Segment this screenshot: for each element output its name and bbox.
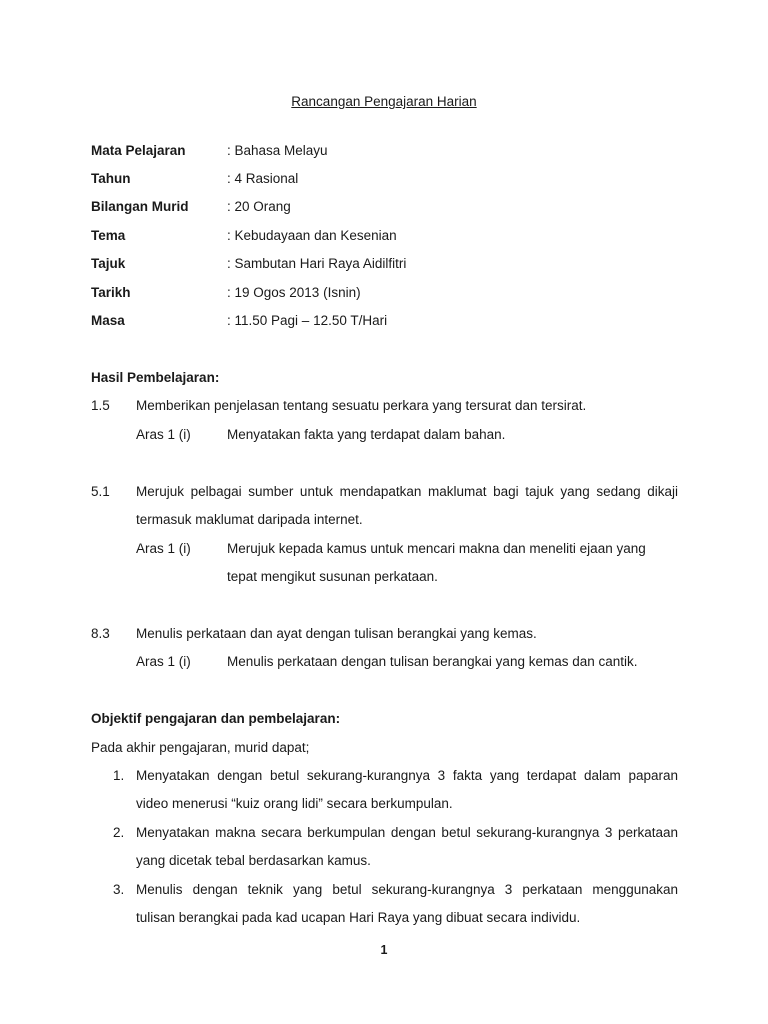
outcome-level-text: Merujuk kepada kamus untuk mencari makna dan meneliti ejaan yang — [227, 541, 646, 556]
outcome-number: 1.5 — [91, 398, 110, 413]
info-label: Tarikh — [91, 285, 131, 300]
info-value: : 19 Ogos 2013 (Isnin) — [227, 285, 361, 300]
info-value: : 11.50 Pagi – 12.50 T/Hari — [227, 313, 388, 328]
objective-number: 3. — [113, 882, 125, 897]
info-row-students — [91, 199, 651, 219]
objective-text: Menyatakan dengan betul sekurang-kurangnya 3 fakta yang terdapat dalam paparan — [136, 768, 678, 783]
outcome-text: Menulis perkataan dan ayat dengan tulisan berangkai yang kemas. — [136, 626, 537, 641]
objective-number: 2. — [113, 825, 125, 840]
page-title: Rancangan Pengajaran Harian — [291, 94, 477, 109]
info-label: Bilangan Murid — [91, 199, 189, 214]
outcome-level-text: tepat mengikut susunan perkataan. — [227, 569, 438, 584]
objectives-heading: Objektif pengajaran dan pembelajaran: — [91, 711, 341, 726]
info-value: : Sambutan Hari Raya Aidilfitri — [227, 256, 407, 271]
outcome-number: 5.1 — [91, 484, 110, 499]
outcome-level-label: Aras 1 (i) — [136, 427, 191, 442]
info-row-theme — [91, 228, 651, 248]
info-row-time — [91, 313, 651, 333]
objective-text: Menulis dengan teknik yang betul sekurang-kurangnya 3 perkataan menggunakan — [136, 882, 678, 897]
objective-text: Menyatakan makna secara berkumpulan dengan betul sekurang-kurangnya 3 perkataan — [136, 825, 678, 840]
info-label: Tajuk — [91, 256, 126, 271]
info-row-subject — [91, 143, 651, 163]
info-label: Tema — [91, 228, 126, 243]
info-value: : 20 Orang — [227, 199, 291, 214]
outcome-text: termasuk maklumat daripada internet. — [136, 512, 363, 527]
objective-text: tulisan berangkai pada kad ucapan Hari Raya yang dibuat secara individu. — [136, 910, 581, 925]
info-row-date — [91, 285, 651, 305]
outcome-level-text: Menulis perkataan dengan tulisan berangkai yang kemas dan cantik. — [227, 654, 638, 669]
outcome-number: 8.3 — [91, 626, 110, 641]
outcome-text: Memberikan penjelasan tentang sesuatu perkara yang tersurat dan tersirat. — [136, 398, 587, 413]
outcome-text: Merujuk pelbagai sumber untuk mendapatkan maklumat bagi tajuk yang sedang dikaji — [136, 484, 678, 499]
page-number: 1 — [380, 943, 388, 957]
info-value: : Bahasa Melayu — [227, 143, 328, 158]
outcome-level-label: Aras 1 (i) — [136, 654, 191, 669]
info-label: Mata Pelajaran — [91, 143, 186, 158]
outcome-level-label: Aras 1 (i) — [136, 541, 191, 556]
outcome-level-text: Menyatakan fakta yang terdapat dalam bahan. — [227, 427, 506, 442]
info-value: : 4 Rasional — [227, 171, 299, 186]
info-label: Tahun — [91, 171, 131, 186]
objective-number: 1. — [113, 768, 125, 783]
info-row-year — [91, 171, 651, 191]
outcomes-heading: Hasil Pembelajaran: — [91, 370, 220, 385]
objectives-intro: Pada akhir pengajaran, murid dapat; — [91, 740, 310, 755]
objective-text: video menerusi “kuiz orang lidi” secara berkumpulan. — [136, 796, 453, 811]
info-value: : Kebudayaan dan Kesenian — [227, 228, 397, 243]
info-label: Masa — [91, 313, 125, 328]
info-row-topic — [91, 256, 651, 276]
objective-text: yang dicetak tebal berdasarkan kamus. — [136, 853, 371, 868]
